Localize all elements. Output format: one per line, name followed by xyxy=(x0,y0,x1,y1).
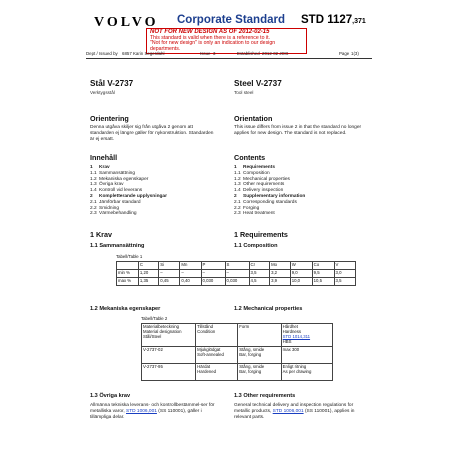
table1-cell: – xyxy=(180,270,201,278)
table-row xyxy=(117,278,356,286)
established-label: Established xyxy=(237,51,260,56)
table1-cell: 10,0 xyxy=(290,278,312,286)
notice-heading: NOT FOR NEW DESIGN AS OF 2012-02-15 xyxy=(150,29,270,35)
notice-line-2: "Not for new design" is only an indication to our design xyxy=(150,40,276,47)
toc-number: 1.3 xyxy=(234,182,241,188)
notice-line-1: This standard is valid when there is a reference to it. xyxy=(150,34,270,41)
table1-cell: 3,9 xyxy=(270,278,291,286)
t2-h-c2-l2: Condition xyxy=(197,329,216,334)
issue-value: 3 xyxy=(213,51,216,56)
table1-cell: 1,20 xyxy=(138,270,158,278)
table-row xyxy=(142,364,333,381)
right-orientation-text: This issue differs from issue 2 in that the standard no longer applies for new design. The standard is not replaced. xyxy=(234,125,362,137)
right-section-1: 1 Requirements xyxy=(234,230,288,239)
toc-number: 1.1 xyxy=(90,170,97,176)
table1-cell: – xyxy=(159,270,180,278)
right-section-1-1: 1.1 Composition xyxy=(234,243,278,249)
t2-r2-c2-l1: Härdat xyxy=(197,364,211,369)
table1-header-cell: Mn xyxy=(180,262,201,270)
table1-header-cell: Si xyxy=(159,262,180,270)
right-section-1-2: 1.2 Mechanical properties xyxy=(234,306,303,312)
toc-number: 1 xyxy=(234,165,237,170)
right-toc xyxy=(234,165,364,217)
right-section-1-3: 1.3 Other requirements xyxy=(234,393,296,399)
t2-h-c1-l2: Material designation xyxy=(143,329,182,334)
toc-text: Kompletterande upplysningar xyxy=(99,193,167,199)
toc-number: 1.4 xyxy=(234,188,241,194)
left-subtitle: Verktygsstål xyxy=(90,90,115,95)
left-contents-heading: Innehåll xyxy=(90,153,118,162)
toc-text: Composition xyxy=(243,170,270,176)
table1-cell: max % xyxy=(117,278,139,286)
toc-text: Jämförbar standard xyxy=(99,199,141,205)
toc-text: Heat treatment xyxy=(243,211,275,217)
right-toc-item xyxy=(234,211,364,217)
toc-text: Other requirements xyxy=(243,182,285,188)
table1-header-cell: C xyxy=(138,262,158,270)
right-subtitle: Tool steel xyxy=(234,90,254,95)
toc-text: Mechanical properties xyxy=(243,176,290,182)
t2-r2-c3-l2: Bar, forging xyxy=(239,369,262,374)
toc-number: 2.2 xyxy=(90,205,97,211)
t2-r1-c4 xyxy=(281,347,332,364)
toc-text: Delivery inspection xyxy=(243,188,284,194)
toc-number: 1.3 xyxy=(90,182,97,188)
table1-cell: 9,5 xyxy=(312,270,334,278)
table1-cell: 0,030 xyxy=(225,278,249,286)
t2-r2-c4-l1: Enligt ritning xyxy=(282,364,307,369)
right-std-1006-link[interactable]: STD 1006,001 xyxy=(272,409,304,415)
established-value: 2012-02 JOG xyxy=(262,51,289,56)
toc-text: Supplementary information xyxy=(243,193,306,199)
toc-text: Mekaniska egenskaper xyxy=(99,176,149,182)
toc-number: 1.1 xyxy=(234,170,241,176)
toc-text: Forging xyxy=(243,205,260,211)
left-orientation-text: Denna utgåva skiljer sig från utgåva 2 genom att standarden ej längre gäller för nykonstruktion. Standarden är ej ersatt. xyxy=(90,125,214,143)
t2-r2-c3 xyxy=(238,364,281,381)
t2-r2-c2 xyxy=(196,364,238,381)
table1-cell: 1,35 xyxy=(138,278,158,286)
notice-line-3: departments. xyxy=(150,45,181,52)
toc-text: Smidning xyxy=(99,205,119,211)
toc-number: 2.2 xyxy=(234,205,241,211)
table2-header-form xyxy=(238,324,281,347)
t2-h-c4-tail: HBS xyxy=(282,339,292,344)
table1-cell: 0,45 xyxy=(159,278,180,286)
hardness-standard-link[interactable]: STD 1014,311 xyxy=(282,334,311,339)
std-number-main: STD 1127 xyxy=(301,14,353,26)
left-section-1: 1 Krav xyxy=(90,230,112,239)
toc-text: Värmebehandling xyxy=(99,211,137,217)
toc-number: 2.1 xyxy=(234,199,241,205)
toc-text: Requirements xyxy=(243,165,275,170)
toc-number: 2 xyxy=(90,193,93,199)
table1-header-cell: W xyxy=(290,262,312,270)
toc-text: Corresponding standards xyxy=(243,199,297,205)
t2-r1-c3-l1: Stång, smide xyxy=(239,347,265,352)
toc-number: 1.2 xyxy=(90,176,97,182)
table2-header-designation xyxy=(142,324,196,347)
toc-number: 2.3 xyxy=(90,211,97,217)
table1-header-cell: S xyxy=(225,262,249,270)
right-section-1-3-text xyxy=(234,403,364,422)
table1-cell: 0,40 xyxy=(180,278,201,286)
standard-number xyxy=(301,14,366,26)
table1-header-cell: Co xyxy=(312,262,334,270)
left-s13-text-a: Allmänna tekniska leverans- och kontrollbestämmel-ser för metalliska varor, xyxy=(90,403,215,415)
toc-number: 1 xyxy=(90,165,93,170)
t2-h-c1-l1: Materialbeteckning xyxy=(143,324,180,329)
toc-number: 2 xyxy=(234,193,237,199)
issue-label: Issue xyxy=(200,51,211,56)
t2-h-c2-l1: Tillstånd xyxy=(197,324,213,329)
toc-number: 2.1 xyxy=(90,199,97,205)
table1-cell: 10,5 xyxy=(312,278,334,286)
corporate-standard-title: Corporate Standard xyxy=(177,14,285,26)
std-number-suffix: ,371 xyxy=(352,18,366,25)
t2-h-c4-l2: Hardness xyxy=(282,329,302,334)
table1-cell: 9,0 xyxy=(290,270,312,278)
table1-cell: 3,0 xyxy=(334,270,355,278)
right-orientation-heading: Orientation xyxy=(234,114,273,123)
t2-r2-c4 xyxy=(281,364,332,381)
table1-cell: 3,5 xyxy=(334,278,355,286)
header-divider xyxy=(86,58,372,59)
left-std-1006-link[interactable]: STD 1006,001 xyxy=(126,409,157,415)
table1-header-cell: Mo xyxy=(270,262,291,270)
toc-text: Övriga krav xyxy=(99,182,124,188)
t2-r2-c3-l1: Stång, smide xyxy=(239,364,265,369)
left-section-1-3-text xyxy=(90,403,220,422)
table1-cell: – xyxy=(225,270,249,278)
dept-label: Dept / Issued by xyxy=(86,51,118,56)
right-s13-text-b: (SS 110001), applies in relevant parts. xyxy=(234,409,355,421)
right-s13-text-a: General technical delivery and inspection regulations for metallic products, xyxy=(234,403,354,415)
left-section-1-2: 1.2 Mekaniska egenskaper xyxy=(90,306,161,312)
page-value: 1(3) xyxy=(351,51,359,56)
left-section-1-1: 1.1 Sammansättning xyxy=(90,243,145,249)
table1-header-cell: V xyxy=(334,262,355,270)
t2-r1-c4-l1: max 300 xyxy=(282,347,300,352)
table1-cell: 3,2 xyxy=(270,270,291,278)
volvo-logo: VOLVO xyxy=(94,15,159,30)
toc-number: 1.4 xyxy=(90,188,97,194)
table1-cell: 0,030 xyxy=(201,278,225,286)
table1-header-row xyxy=(117,262,356,270)
t2-h-c1-l3: Stål/Steel xyxy=(143,334,162,339)
table2-header-condition xyxy=(196,324,238,347)
table1-cell: 4,5 xyxy=(249,278,270,286)
toc-text: Krav xyxy=(99,165,110,170)
left-toc xyxy=(90,165,220,217)
toc-number: 2.3 xyxy=(234,211,241,217)
t2-h-c3-l1: Form xyxy=(239,324,250,329)
table2-header-hardness xyxy=(281,324,332,347)
t2-r2-c4-l2: As per drawing xyxy=(282,369,312,374)
right-title: Steel V-2737 xyxy=(234,79,282,88)
right-contents-heading: Contents xyxy=(234,153,266,162)
table1-cell: 3,5 xyxy=(249,270,270,278)
table-row xyxy=(117,270,356,278)
table1-header-cell: P xyxy=(201,262,225,270)
table1-header-cell: Cr xyxy=(249,262,270,270)
left-s13-text-b: (SS 110001), gäller i tillämpliga delar. xyxy=(90,409,202,421)
t2-r1-c3 xyxy=(238,347,281,364)
table1-caption: Tabell/Table 1 xyxy=(116,254,143,259)
table1-cell: – xyxy=(201,270,225,278)
t2-r1-c1: V-2737-02 xyxy=(142,347,196,364)
toc-number: 1.2 xyxy=(234,176,241,182)
table2-header-row xyxy=(142,324,333,347)
table-row xyxy=(142,347,333,364)
table2-caption: Tabell/Table 2 xyxy=(141,316,168,321)
composition-table xyxy=(116,261,356,286)
left-orientation-heading: Orientering xyxy=(90,114,129,123)
left-title: Stål V-2737 xyxy=(90,79,134,88)
t2-r1-c2 xyxy=(196,347,238,364)
t2-r1-c2-l2: Soft-annealed xyxy=(197,352,224,357)
toc-text: Kontroll vid leverans xyxy=(99,188,143,194)
left-toc-item xyxy=(90,211,220,217)
table1-cell: min % xyxy=(117,270,139,278)
table1-header-cell xyxy=(117,262,139,270)
t2-r2-c2-l2: Hardened xyxy=(197,369,217,374)
dept-value: 6857 Karin Segerdahl xyxy=(122,51,165,56)
t2-r2-c1: V-2737-95 xyxy=(142,364,196,381)
t2-h-c4-l1: Hårdhet xyxy=(282,324,298,329)
mechanical-properties-table xyxy=(141,323,333,381)
t2-r1-c2-l1: Mjukglödgat xyxy=(197,347,221,352)
left-section-1-3: 1.3 Övriga krav xyxy=(90,393,131,399)
toc-text: Sammansättning xyxy=(99,170,135,176)
page-label: Page xyxy=(339,51,350,56)
t2-r1-c3-l2: Bar, forging xyxy=(239,352,262,357)
